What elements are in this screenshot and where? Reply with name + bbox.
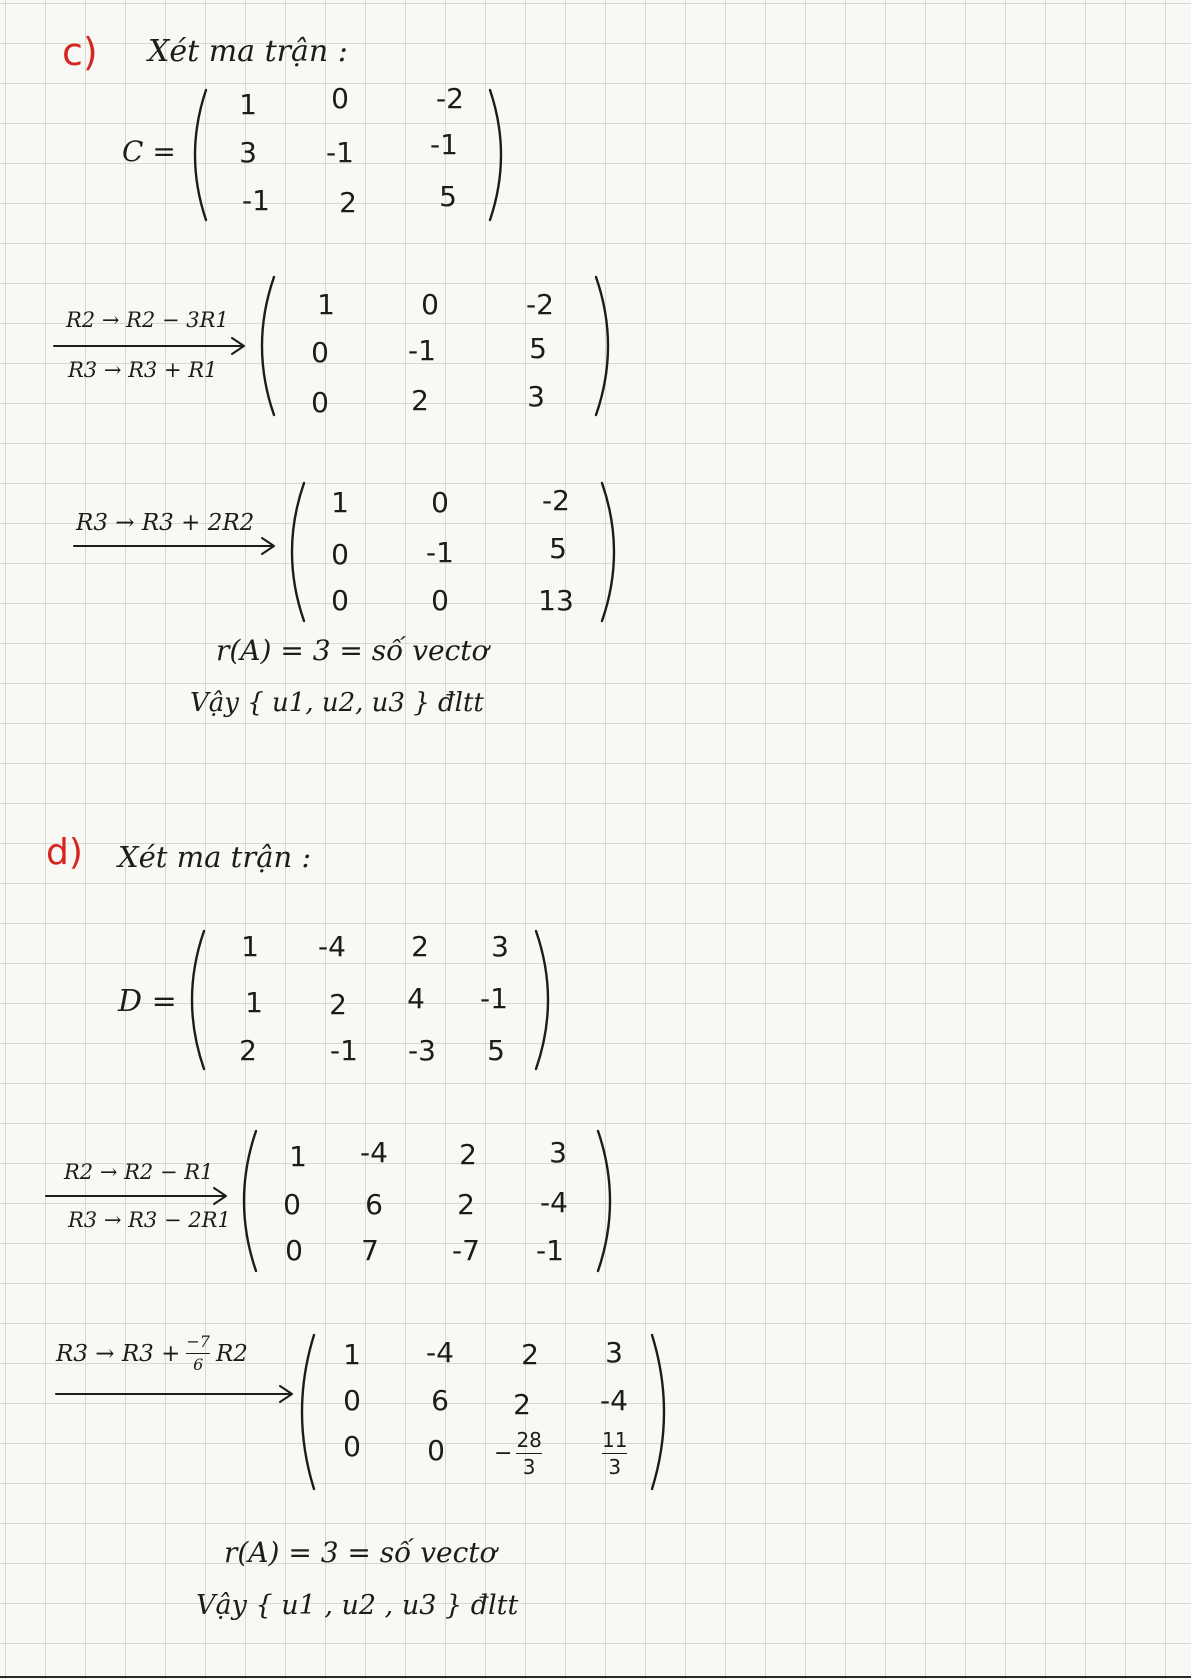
matrix-cell: -1 xyxy=(426,536,454,569)
matrix-cell: 0 xyxy=(285,1234,303,1267)
matrix-cell: 5 xyxy=(549,532,567,565)
matrix-cell: -2 xyxy=(526,288,554,321)
row-op-fraction xyxy=(186,1334,210,1373)
matrix-cell: 2 xyxy=(411,930,429,963)
matrix-cell: -4 xyxy=(426,1336,454,1369)
matrix-cell: 2 xyxy=(513,1388,531,1421)
fraction-numerator: 11 xyxy=(602,1428,628,1452)
matrix-cell: -1 xyxy=(242,184,270,217)
matrix-cell: 0 xyxy=(331,584,349,617)
matrix-cell: 0 xyxy=(283,1188,301,1221)
matrix-d-name: D = xyxy=(118,984,177,1019)
matrix-cell: -2 xyxy=(436,82,464,115)
matrix-cell: -1 xyxy=(408,334,436,367)
matrix-cell: 2 xyxy=(339,186,357,219)
matrix-cell: 0 xyxy=(311,336,329,369)
matrix-cell: 1 xyxy=(343,1338,361,1371)
page-bottom-edge xyxy=(0,1676,1191,1678)
matrix-cell: 0 xyxy=(331,82,349,115)
part-c-label: c) xyxy=(62,30,98,74)
matrix-cell: 2 xyxy=(239,1034,257,1067)
row-op-c-2: R3 → R3 + 2R2 xyxy=(76,510,255,536)
matrix-cell: -4 xyxy=(318,930,346,963)
rank-line-c: r(A) = 3 = số vectơ xyxy=(216,634,489,667)
matrix-cell: 7 xyxy=(361,1234,379,1267)
matrix-cell: -1 xyxy=(326,136,354,169)
matrix-cell: 2 xyxy=(521,1338,539,1371)
matrix-cell: 3 xyxy=(491,930,509,963)
matrix-cell: -2 xyxy=(542,484,570,517)
rank-line-d: r(A) = 3 = số vectơ xyxy=(224,1536,497,1569)
matrix-cell: 2 xyxy=(459,1138,477,1171)
reduction-arrow xyxy=(54,1382,300,1406)
matrix-cell: -1 xyxy=(480,982,508,1015)
matrix-cell: 5 xyxy=(487,1034,505,1067)
matrix-c-name: C = xyxy=(122,135,176,168)
matrix-cell: 0 xyxy=(431,486,449,519)
fraction-denominator: 6 xyxy=(193,1355,204,1374)
row-op-prefix: R3 → R3 + xyxy=(56,1340,181,1367)
matrix-cell: 5 xyxy=(529,332,547,365)
matrix-cell: 1 xyxy=(241,930,259,963)
matrix-cell: 5 xyxy=(439,180,457,213)
matrix-cell: 4 xyxy=(407,982,425,1015)
row-op-d-1b: R3 → R3 − 2R1 xyxy=(68,1208,231,1232)
matrix-cell: 3 xyxy=(605,1336,623,1369)
row-op-c-1b: R3 → R3 + R1 xyxy=(68,358,218,382)
row-op-suffix: R2 xyxy=(215,1340,248,1367)
reduction-arrow xyxy=(52,334,252,358)
matrix-cell: -7 xyxy=(452,1234,480,1267)
matrix-cell: 2 xyxy=(457,1188,475,1221)
matrix-cell: 3 xyxy=(549,1136,567,1169)
matrix-cell: 1 xyxy=(289,1140,307,1173)
row-op-d-2 xyxy=(56,1334,248,1373)
matrix-cell: 13 xyxy=(538,584,574,617)
matrix-cell: -4 xyxy=(360,1136,388,1169)
matrix-cell: 0 xyxy=(431,584,449,617)
matrix-cell: 1 xyxy=(245,986,263,1019)
matrix-cell: 0 xyxy=(331,538,349,571)
fraction-numerator: −7 xyxy=(186,1332,210,1351)
matrix-cell: 1 xyxy=(317,288,335,321)
matrix-cell: 6 xyxy=(365,1188,383,1221)
fraction xyxy=(602,1430,627,1477)
matrix-cell: 2 xyxy=(329,988,347,1021)
row-op-d-1a: R2 → R2 − R1 xyxy=(64,1160,214,1184)
row-op-c-1a: R2 → R2 − 3R1 xyxy=(66,308,229,332)
matrix-cell: -1 xyxy=(430,128,458,161)
part-d-heading: Xét ma trận : xyxy=(118,840,312,874)
matrix-cell: -4 xyxy=(540,1186,568,1219)
matrix-cell: 0 xyxy=(343,1430,361,1463)
fraction xyxy=(516,1430,541,1477)
matrix-cell: 2 xyxy=(411,384,429,417)
conclusion-c: Vậy { u1, u2, u3 } đltt xyxy=(190,688,484,718)
part-d-label: d) xyxy=(46,832,83,873)
fraction-denominator: 3 xyxy=(522,1455,536,1479)
reduction-arrow xyxy=(72,534,282,558)
fraction-denominator: 3 xyxy=(608,1455,622,1479)
matrix-cell: 0 xyxy=(427,1434,445,1467)
matrix-cell-fraction xyxy=(602,1430,627,1477)
matrix-cell: 1 xyxy=(239,88,257,121)
matrix-cell: 1 xyxy=(331,486,349,519)
matrix-cell: -1 xyxy=(330,1034,358,1067)
matrix-cell: -1 xyxy=(536,1234,564,1267)
reduction-arrow xyxy=(44,1184,234,1208)
matrix-cell: 6 xyxy=(431,1384,449,1417)
matrix-cell: 0 xyxy=(311,386,329,419)
fraction-numerator: 28 xyxy=(516,1428,542,1452)
fraction-sign: − xyxy=(494,1441,513,1466)
part-c-heading: Xét ma trận : xyxy=(148,34,348,69)
matrix-cell: 0 xyxy=(343,1384,361,1417)
matrix-cell: 3 xyxy=(239,136,257,169)
matrix-cell: 3 xyxy=(527,380,545,413)
matrix-cell: -3 xyxy=(408,1034,436,1067)
conclusion-d: Vậy { u1 , u2 , u3 } đltt xyxy=(196,1590,519,1621)
matrix-cell-fraction xyxy=(494,1430,542,1477)
matrix-cell: -4 xyxy=(600,1384,628,1417)
matrix-cell: 0 xyxy=(421,288,439,321)
